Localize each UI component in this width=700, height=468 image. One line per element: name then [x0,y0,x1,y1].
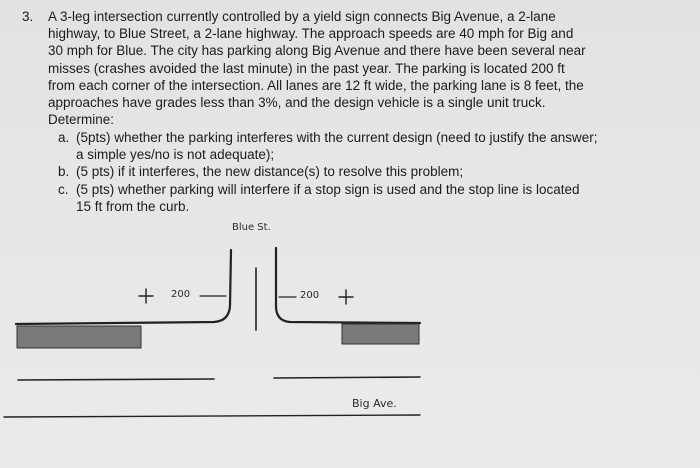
statement-line: approaches have grades less than 3%, and the design vehicle is a single unit truck. [48,95,546,111]
question-number: 3. [22,9,34,24]
big-avenue-far-curb [4,415,420,417]
part-line: 15 ft from the curb. [76,198,190,214]
statement-line: from each corner of the intersection. All lanes are 12 ft wide, the parking lane is 8 feet, the [48,77,584,93]
statement-line: highway, to Blue Street, a 2-lane highway. The approach speeds are 40 mph for Big and [48,26,574,42]
left-curb-line [16,250,231,324]
big-avenue-label: Big Ave. [352,397,397,410]
blue-street-label: Blue St. [232,222,271,233]
right-distance-label: 200 [300,290,320,301]
big-avenue-centerline-right [274,377,420,378]
right-marker-cross [339,290,353,304]
left-marker-cross [139,289,153,303]
part-marker: c. [58,181,69,197]
part-line: a simple yes/no is not adequate); [76,147,275,163]
part-marker: b. [58,164,70,180]
statement-line: A 3-leg intersection currently controlled by a yield sign connects Big Avenue, a 2-lane [48,9,556,24]
parking-block-left [17,326,141,348]
parking-block-right [342,324,419,344]
part-marker: a. [58,130,70,145]
part-line: (5 pts) if it interferes, the new distance(s) to resolve this problem; [76,164,464,180]
part-line: (5 pts) whether parking will interfere if a stop sign is used and the stop line is located [76,181,580,197]
statement-line: misses (crashes avoided the last minute) in the past year. The parking is located 200 ft [48,60,565,76]
statement-line: Determine: [48,112,115,128]
big-avenue-centerline-left [18,379,214,380]
right-curb-line [276,248,420,323]
statement-line: 30 mph for Blue. The city has parking along Big Avenue and there have been several near [48,43,586,59]
part-line: (5pts) whether the parking interferes with the current design (need to justify the answer; [76,130,598,145]
left-distance-label: 200 [171,289,191,300]
